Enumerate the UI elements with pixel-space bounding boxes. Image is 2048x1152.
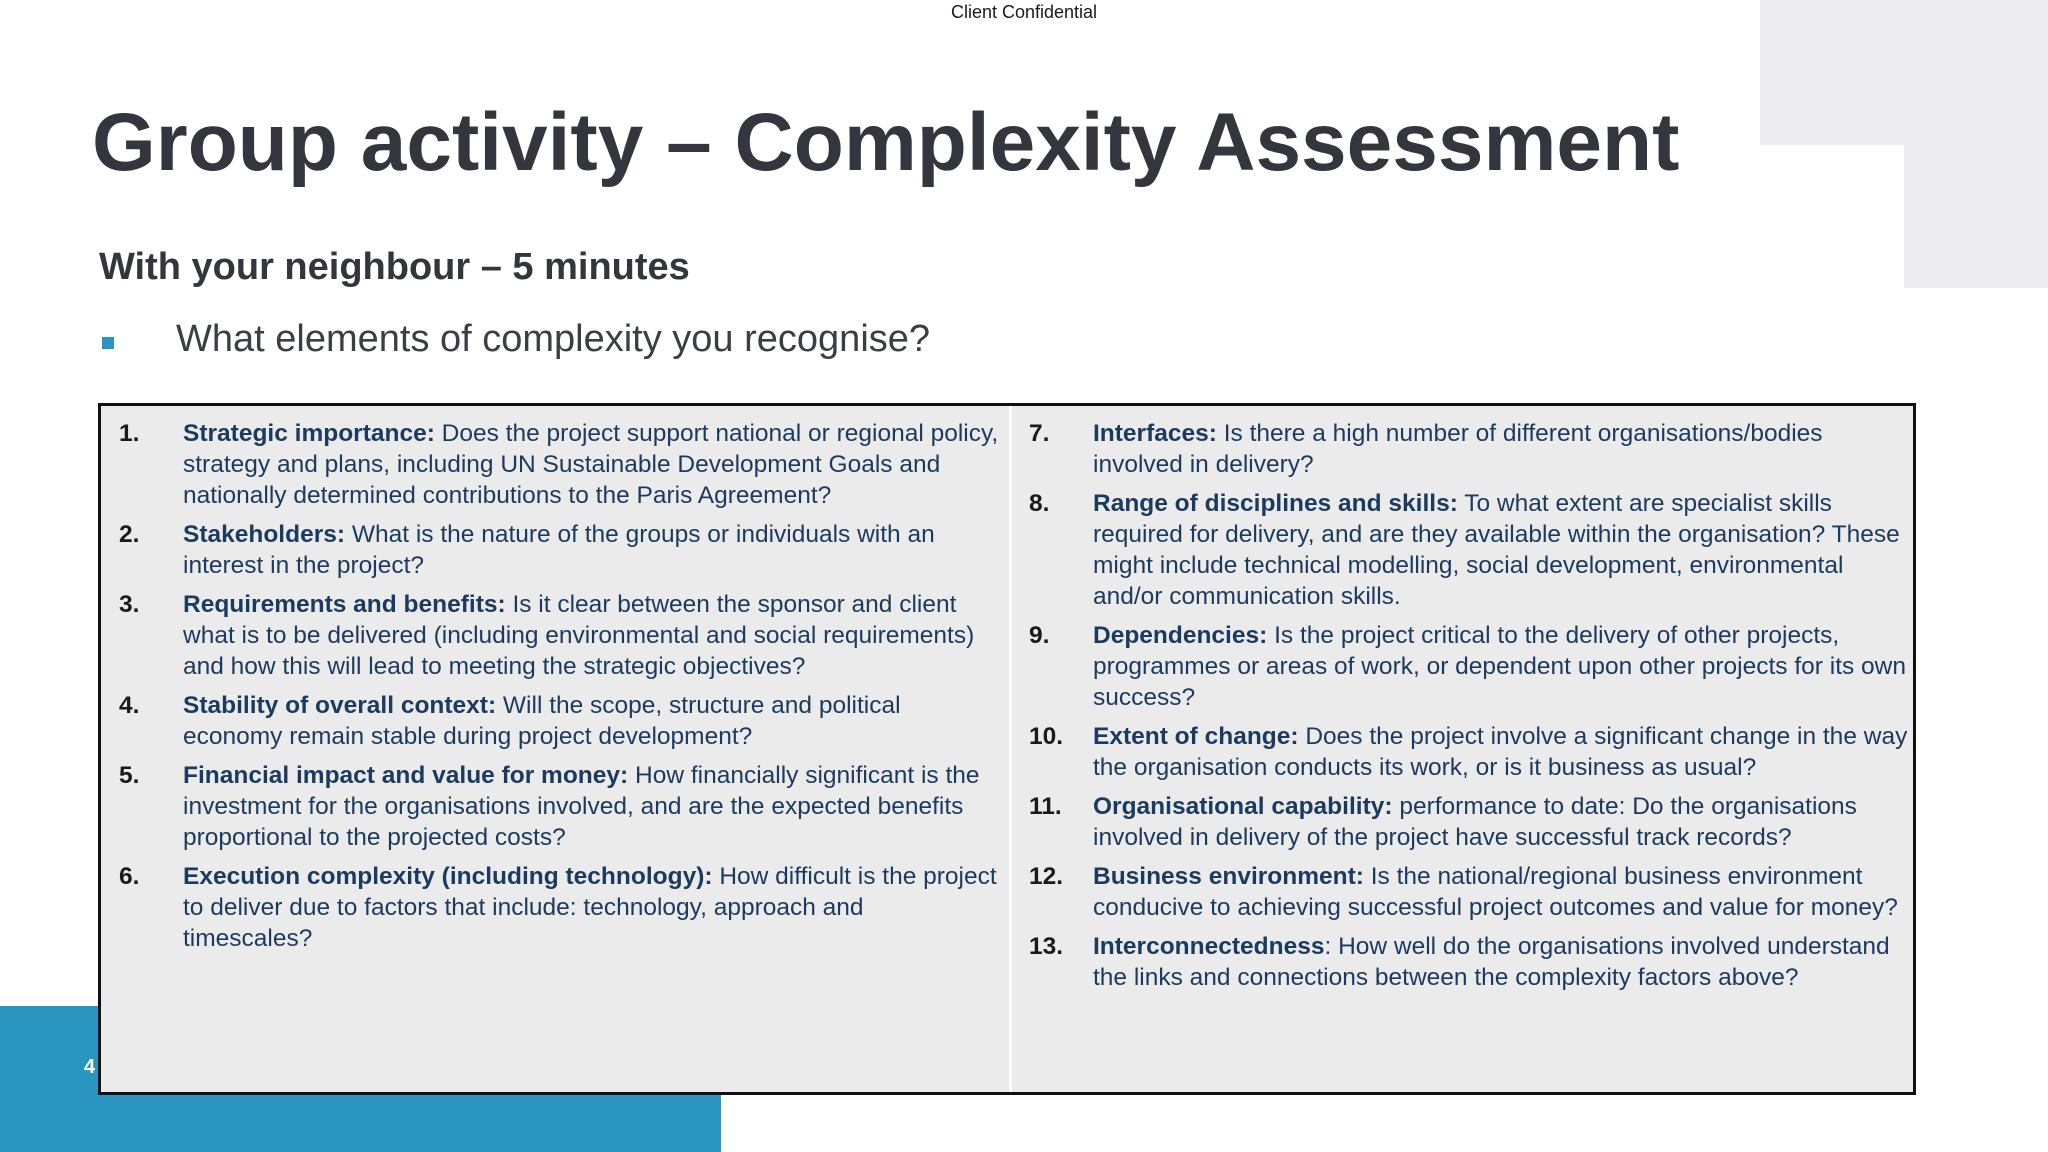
list-item: [119, 861, 999, 954]
item-text: [183, 690, 999, 752]
item-description: Is the project critical to the delivery of other projects, programmes or areas of work, or dependent upon other projects for its own success?: [1093, 622, 1906, 711]
list-item: [1029, 721, 1909, 783]
item-heading: Business environment:: [1093, 863, 1364, 890]
item-heading: Interfaces:: [1093, 420, 1217, 447]
item-number: 1.: [119, 420, 140, 447]
item-heading: Stakeholders:: [183, 521, 346, 548]
item-text: [1093, 931, 1909, 993]
item-number: 8.: [1029, 490, 1050, 517]
slide-subtitle: With your neighbour – 5 minutes: [99, 246, 690, 288]
item-text: [1093, 418, 1909, 480]
confidential-label: Client Confidential: [950, 2, 1098, 22]
list-item: [1029, 861, 1909, 923]
item-description: Is there a high number of different organisations/bodies involved in delivery?: [1093, 420, 1823, 478]
item-heading: Interconnectedness: [1093, 933, 1325, 960]
slide-title: Group activity – Complexity Assessment: [92, 97, 1680, 188]
item-description: How financially significant is the investment for the organisations involved, and are the expected benefits proportional to the projected costs?: [183, 762, 980, 851]
bullet-text: What elements of complexity you recognise?: [176, 318, 931, 360]
item-description: Does the project support national or regional policy, strategy and plans, including UN Sustainable Development Goals and nationally determined contributions to the Paris Agreement?: [183, 420, 999, 509]
item-heading: Execution complexity (including technology):: [183, 863, 713, 890]
right-column: [1029, 418, 1909, 1001]
list-item: [1029, 791, 1909, 853]
item-text: [183, 760, 999, 853]
item-description: What is the nature of the groups or individuals with an interest in the project?: [183, 521, 935, 579]
item-heading: Stability of overall context:: [183, 692, 497, 719]
item-heading: Financial impact and value for money:: [183, 762, 629, 789]
item-text: [1093, 721, 1909, 783]
item-heading: Organisational capability:: [1093, 793, 1393, 820]
item-text: [183, 519, 999, 581]
item-text: [183, 861, 999, 954]
item-number: 5.: [119, 762, 140, 789]
list-item: [119, 690, 999, 752]
item-description: : How well do the organisations involved understand the links and connections between the complexity factors above?: [1093, 933, 1890, 991]
item-number: 13.: [1029, 933, 1064, 960]
item-description: Does the project involve a significant change in the way the organisation conducts its work, or is it business as usual?: [1093, 723, 1908, 781]
item-description: To what extent are specialist skills required for delivery, and are they available within the organisation? These might include technical modelling, social development, environmental and/or communication skills.: [1093, 490, 1900, 610]
list-item: [1029, 931, 1909, 993]
item-heading: Extent of change:: [1093, 723, 1299, 750]
item-text: [1093, 861, 1909, 923]
column-divider: [1009, 406, 1012, 1092]
item-description: Is it clear between the sponsor and client what is to be delivered (including environmental and social requirements) and how this will lead to meeting the strategic objectives?: [183, 591, 975, 680]
item-number: 4.: [119, 692, 140, 719]
item-number: 3.: [119, 591, 140, 618]
item-heading: Strategic importance:: [183, 420, 435, 447]
item-text: [183, 418, 999, 511]
list-item: [1029, 418, 1909, 480]
list-item: [1029, 620, 1909, 713]
item-text: [1093, 488, 1909, 612]
item-number: 9.: [1029, 622, 1050, 649]
list-item: [119, 418, 999, 511]
item-text: [1093, 620, 1909, 713]
item-number: 11.: [1029, 793, 1062, 820]
left-column: [119, 418, 999, 962]
item-heading: Dependencies:: [1093, 622, 1268, 649]
square-bullet-icon: [102, 337, 114, 349]
list-item: [119, 760, 999, 853]
complexity-factors-panel: [98, 403, 1916, 1095]
item-number: 7.: [1029, 420, 1050, 447]
decorative-notch: [1760, 145, 1904, 288]
slide-number: 4: [84, 1056, 96, 1078]
item-heading: Requirements and benefits:: [183, 591, 506, 618]
item-number: 6.: [119, 863, 140, 890]
list-item: [1029, 488, 1909, 612]
item-text: [1093, 791, 1909, 853]
item-description: How difficult is the project to deliver due to factors that include: technology, approach and timescales?: [183, 863, 997, 952]
list-item: [119, 589, 999, 682]
item-text: [183, 589, 999, 682]
item-number: 2.: [119, 521, 140, 548]
item-number: 12.: [1029, 863, 1064, 890]
list-item: [119, 519, 999, 581]
item-description: Is the national/regional business environment conducive to achieving successful project outcomes and value for money?: [1093, 863, 1898, 921]
item-number: 10.: [1029, 723, 1064, 750]
item-description: performance to date: Do the organisations involved in delivery of the project have successful track records?: [1093, 793, 1857, 851]
item-description: Will the scope, structure and political economy remain stable during project development?: [183, 692, 901, 750]
item-heading: Range of disciplines and skills:: [1093, 490, 1458, 517]
